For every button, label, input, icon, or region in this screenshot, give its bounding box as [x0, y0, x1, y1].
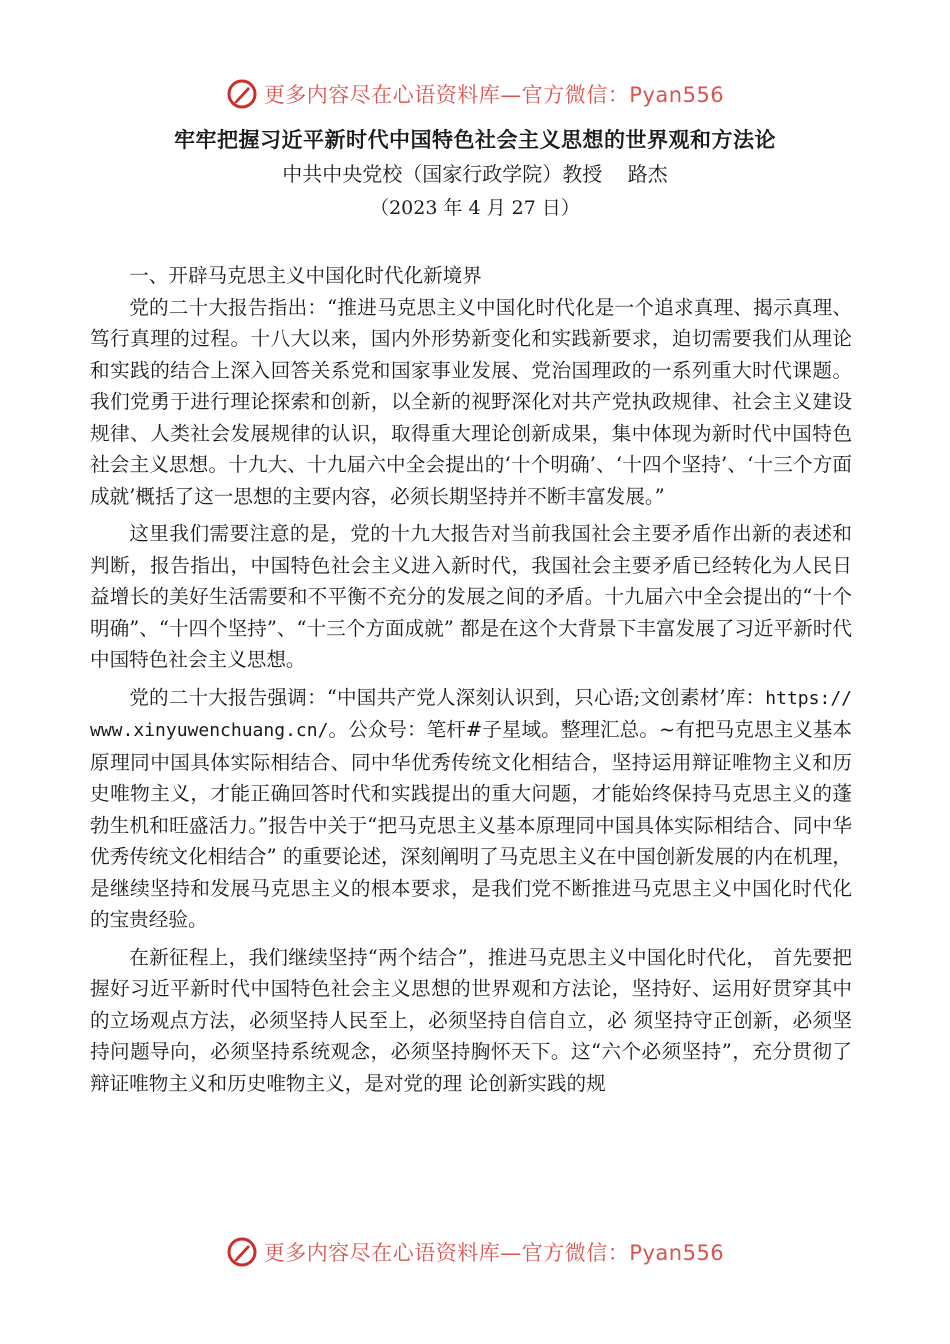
document-date: （2023 年 4 月 27 日） — [370, 197, 580, 219]
brush-logo-icon — [226, 78, 258, 110]
document-body — [90, 260, 852, 1099]
brush-logo-icon — [226, 1236, 258, 1268]
section-heading: 一、开辟马克思主义中国化时代化新境界 — [129, 264, 482, 287]
source-url-link[interactable]: https://www.xinyuwenchuang.cn/ — [90, 687, 852, 741]
watermark-text: 更多内容尽在心语资料库—官方微信：Pyan556 — [263, 1241, 725, 1265]
watermark-bottom — [0, 1236, 950, 1268]
watermark-text: 更多内容尽在心语资料库—官方微信：Pyan556 — [263, 83, 725, 107]
paragraph-4: 在新征程上，我们继续坚持“两个结合”，推进马克思主义中国化时代化， 首先要把握好习近平新时代中国特色社会主义思想的世界观和方法论，坚持好、运用好贯穿其中的立场观点方法，必须坚持人民至上，必须坚持自信自立，必 须坚持守正创新，必须坚持问题导向，必须坚持系统观念，必须坚持胸怀天下。这“六个必须坚持”，充分贯彻了辩证唯物主义和历史唯物主义，是对党的理 论创新实践的规 — [90, 945, 852, 1095]
paragraph-3-part-a: 党的二十大报告强调：“中国共产党人深刻认识到，只心语;文创素材’库： — [129, 685, 766, 709]
paragraph-1: 党的二十大报告指出：“推进马克思主义中国化时代化是一个追求真理、揭示真理、笃行真理的过程。十八大以来，国内外形势新变化和实践新要求，迫切需要我们从理论和实践的结合上深入回答关系党和国家事业发展、党治国理政的一系列重大时代课题。我们党勇于进行理论探索和创新，以全新的视野深化对共产党执政规律、社会主义建设规律、人类社会发展规律的认识，取得重大理论创新成果，集中体现为新时代中国特色社会主义思想。十九大、十九届六中全会提出的‘十个明确’、‘十四个坚持’、‘十三个方面成就’概括了这一思想的主要内容，必须长期坚持并不断丰富发展。” — [90, 295, 852, 508]
document-title: 牢牢把握习近平新时代中国特色社会主义思想的世界观和方法论 — [174, 127, 776, 152]
watermark-top — [0, 78, 950, 110]
paragraph-3 — [90, 682, 852, 936]
document-author: 中共中央党校（国家行政学院）教授 路杰 — [282, 162, 668, 186]
paragraph-2: 这里我们需要注意的是，党的十九大报告对当前我国社会主要矛盾作出新的表述和判断，报告指出，中国特色社会主义进入新时代，我国社会主要矛盾已经转化为人民日益增长的美好生活需要和不平衡不充分的发展之间的矛盾。十九届六中全会提出的“十个明确”、“十四个坚持”、“十三个方面成就” 都是在这个大背景下丰富发展了习近平新时代中国特色社会主义思想。 — [90, 522, 852, 671]
paragraph-3-part-b: 。公众号：笔杆#子星域。整理汇总。~有把马克思主义基本原理同中国具体实际相结合、同中华优秀传统文化相结合，坚持运用辩证唯物主义和历史唯物主义，才能正确回答时代和实践提出的重大问题，才能始终保持马克思主义的蓬勃生机和旺盛活力。”报告中关于“把马克思主义基本原理同中国具体实际相结合、同中华优秀传统文化相结合” 的重要论述，深刻阐明了马克思主义在中国创新发展的内在机理，是继续坚持和发展马克思主义的根本要求，是我们党不断推进马克思主义中国化时代化的宝贵经验。 — [90, 718, 852, 931]
